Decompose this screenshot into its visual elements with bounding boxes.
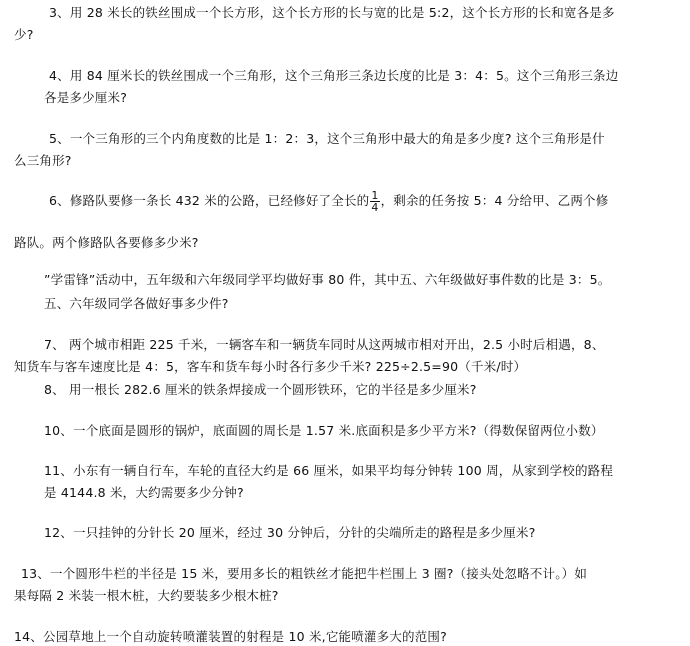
q12-line-1: 12、一只挂钟的分针长 20 厘米，经过 30 分钟后，分针的尖端所走的路程是多少厘米? (44, 525, 536, 540)
q13-line-1: 13、一个圆形牛栏的半径是 15 米，要用多长的粗铁丝才能把牛栏围上 3 圈?（接头处忽略不计。）如 (21, 566, 588, 581)
q5-line-2: 么三角形? (14, 153, 72, 168)
fraction-denominator: 4 (371, 201, 379, 214)
q3-line-1: 3、用 28 米长的铁丝围成一个长方形，这个长方形的长与宽的比是 5:2，这个长方形的长和宽各是多 (49, 5, 615, 20)
fraction-one-quarter (370, 190, 379, 213)
q11-line-1: 11、小东有一辆自行车，车轮的直径大约是 66 厘米，如果平均每分钟转 100 周，从家到学校的路程 (44, 463, 614, 478)
q6-line-2: 路队。两个修路队各要修多少米? (14, 235, 199, 250)
q6-line-1 (49, 190, 608, 213)
q4-line-1: 4、用 84 厘米长的铁丝围成一个三角形，这个三角形三条边长度的比是 3：4：5。这个三角形三条边 (49, 68, 619, 83)
q6-text-before-fraction: 6、修路队要修一条长 432 米的公路，已经修好了全长的 (49, 193, 370, 208)
leifeng-line-1: ”学雷锋”活动中，五年级和六年级同学平均做好事 80 件，其中五、六年级做好事件数的比是 3：5。 (44, 272, 611, 287)
q7-line-2: 知货车与客车速度比是 4：5，客车和货车每小时各行多少千米? 225÷2.5=90（千米/时） (14, 359, 527, 374)
q3-line-2: 少? (14, 27, 34, 42)
q14-line-1: 14、公园草地上一个自动旋转喷灌装置的射程是 10 米,它能喷灌多大的范围? (14, 629, 447, 644)
q4-line-2: 各是多少厘米? (44, 90, 128, 105)
q8-line-1: 8、 用一根长 282.6 厘米的铁条焊接成一个圆形铁环，它的半径是多少厘米? (44, 382, 477, 397)
q10-line-1: 10、一个底面是圆形的锅炉，底面圆的周长是 1.57 米.底面积是多少平方米?（得数保留两位小数） (44, 423, 604, 438)
fraction-numerator: 1 (371, 189, 379, 202)
q11-line-2: 是 4144.8 米，大约需要多少分钟? (44, 485, 244, 500)
q7-line-1: 7、 两个城市相距 225 千米，一辆客车和一辆货车同时从这两城市相对开出，2.5 小时后相遇，8、 (44, 337, 605, 352)
q13-line-2: 果每隔 2 米装一根木桩，大约要装多少根木桩? (14, 588, 279, 603)
q6-text-after-fraction: ，剩余的任务按 5：4 分给甲、乙两个修 (380, 193, 609, 208)
leifeng-line-2: 五、六年级同学各做好事多少件? (44, 296, 229, 311)
q5-line-1: 5、一个三角形的三个内角度数的比是 1：2：3，这个三角形中最大的角是多少度? 这个三角形是什 (49, 131, 605, 146)
